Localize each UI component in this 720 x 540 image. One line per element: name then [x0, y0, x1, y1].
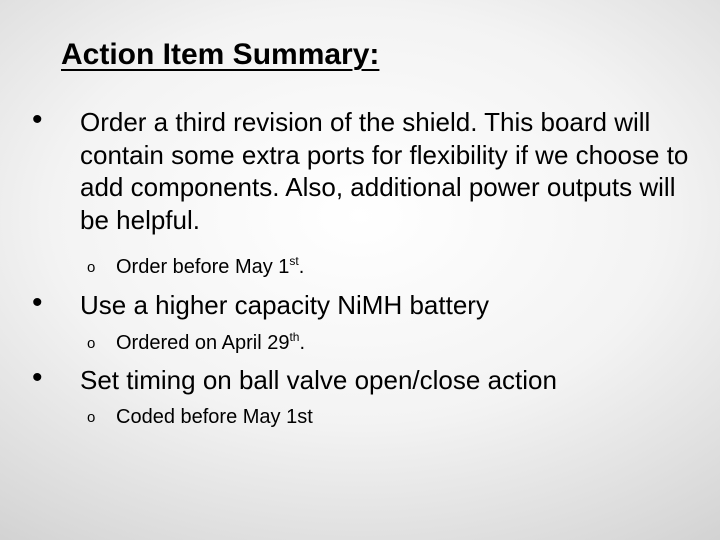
- bullet-item: [32, 103, 705, 236]
- slide-title: Action Item Summary:: [61, 38, 380, 71]
- bullet-text: Order a third revision of the shield. This board will contain some extra ports for flexibility if we choose to add components. Also, additional power outputs will be helpful.: [80, 107, 689, 235]
- sub-bullet-icon: o: [87, 335, 96, 352]
- sub-bullet-item: [87, 404, 313, 430]
- bullet-icon: •: [32, 361, 43, 394]
- bullet-text: Set timing on ball valve open/close action: [80, 365, 557, 395]
- bullet-item: [32, 286, 705, 322]
- sub-bullet-text: Order before May 1: [116, 256, 290, 278]
- sub-bullet-text: Coded before May 1st: [116, 406, 313, 428]
- sub-bullet-icon: o: [87, 259, 96, 276]
- bullet-text: Use a higher capacity NiMH battery: [80, 290, 489, 320]
- sub-bullet-item: [87, 254, 305, 280]
- sub-bullet-text: Ordered on April 29: [116, 332, 290, 354]
- sub-bullet-punctuation: .: [299, 332, 306, 354]
- bullet-icon: •: [32, 103, 43, 136]
- bullet-icon: •: [32, 286, 43, 319]
- ordinal-suffix: th: [289, 330, 300, 344]
- sub-bullet-item: [87, 330, 306, 356]
- ordinal-suffix: st: [289, 254, 299, 268]
- sub-bullet-punctuation: .: [298, 256, 305, 278]
- bullet-item: [32, 361, 705, 397]
- sub-bullet-icon: o: [87, 409, 96, 426]
